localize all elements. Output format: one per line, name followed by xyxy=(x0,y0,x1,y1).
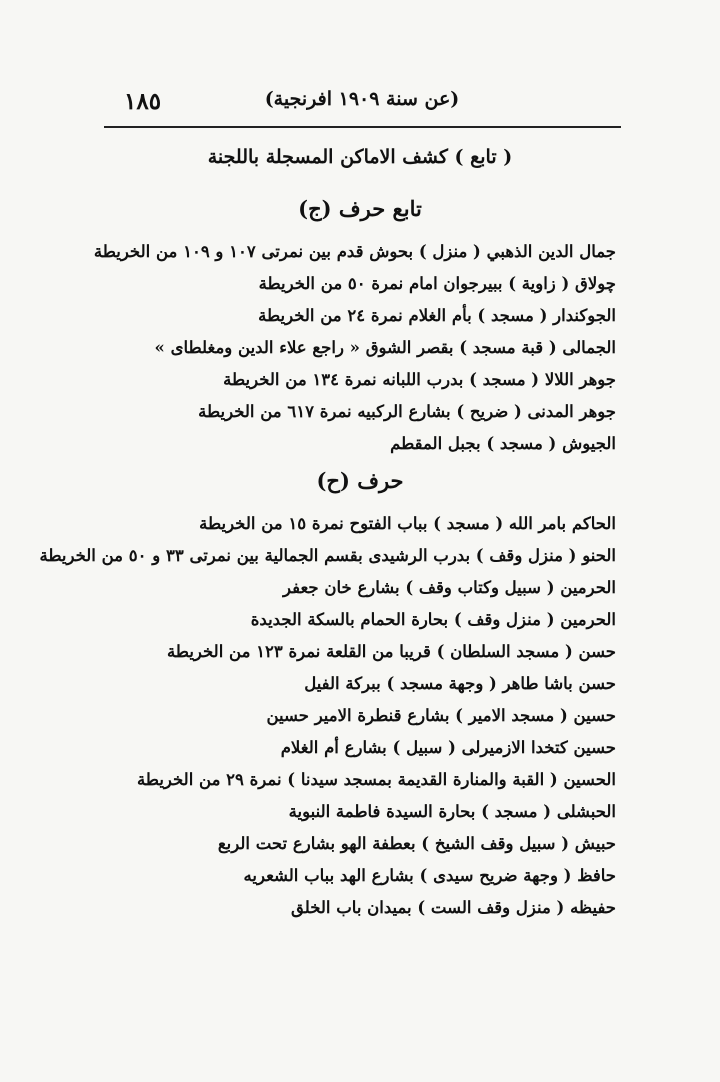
list-item: جوهر اللالا ( مسجد ) بدرب اللبانه نمرة ١٣٤ من الخريطة xyxy=(223,370,616,389)
letter-heading-jim: تابع حرف (ج) xyxy=(298,196,422,221)
list-item: حسن ( مسجد السلطان ) قريبا من القلعة نمرة ١٢٣ من الخريطة xyxy=(166,642,616,661)
list-item: الحاكم بامر الله ( مسجد ) بباب الفتوح نمرة ١٥ من الخريطة xyxy=(199,514,616,533)
list-item: چولاق ( زاوية ) ببيرجوان امام نمرة ٥٠ من الخريطة xyxy=(258,274,616,293)
list-item: حسن باشا طاهر ( وجهة مسجد ) ببركة الفيل xyxy=(304,674,616,693)
list-item: الجيوش ( مسجد ) بجبل المقطم xyxy=(390,434,616,453)
list-item: حبيش ( سبيل وقف الشيخ ) بعطفة الهو بشارع تحت الربع xyxy=(217,834,616,853)
entry-list-jim xyxy=(93,236,616,460)
list-item: الحنو ( منزل وقف ) بدرب الرشيدى بقسم الجمالية بين نمرتى ٣٣ و ٥٠ من الخريطة xyxy=(39,546,616,565)
list-item: جوهر المدنى ( ضريح ) بشارع الركبيه نمرة ٦١٧ من الخريطة xyxy=(198,402,616,421)
section-title: ( تابع ) كشف الاماكن المسجلة باللجنة xyxy=(207,146,513,168)
running-title: (عن سنة ١٩٠٩ افرنجية) xyxy=(264,88,460,110)
entry-list-ha xyxy=(39,508,616,924)
list-item: الحسين ( القبة والمنارة القديمة بمسجد سيدنا ) نمرة ٢٩ من الخريطة xyxy=(136,770,616,789)
header-rule xyxy=(104,126,621,128)
list-item: حافظ ( وجهة ضريح سيدى ) بشارع الهد بباب الشعريه xyxy=(243,866,616,885)
page-number: ١٨٥ xyxy=(124,88,162,115)
list-item: الحبشلى ( مسجد ) بحارة السيدة فاطمة النبوية xyxy=(288,802,616,821)
list-item: جمال الدين الذهبي ( منزل ) بحوش قدم بين نمرتى ١٠٧ و ١٠٩ من الخريطة xyxy=(93,242,616,261)
list-item: حسين كتخدا الازميرلى ( سبيل ) بشارع أم الغلام xyxy=(280,738,616,757)
list-item: حفيظه ( منزل وقف الست ) بميدان باب الخلق xyxy=(291,898,616,917)
list-item: الحرمين ( منزل وقف ) بحارة الحمام بالسكة الجديدة xyxy=(250,610,616,629)
list-item: الجمالى ( قبة مسجد ) بقصر الشوق « راجع علاء الدين ومغلطاى » xyxy=(154,338,616,357)
list-item: حسين ( مسجد الامير ) بشارع قنطرة الامير حسين xyxy=(266,706,616,725)
letter-heading-ha: حرف (ح) xyxy=(316,468,404,493)
list-item: الجوكندار ( مسجد ) بأم الغلام نمرة ٢٤ من الخريطة xyxy=(258,306,616,325)
list-item: الحرمين ( سبيل وكتاب وقف ) بشارع خان جعفر xyxy=(283,578,616,597)
